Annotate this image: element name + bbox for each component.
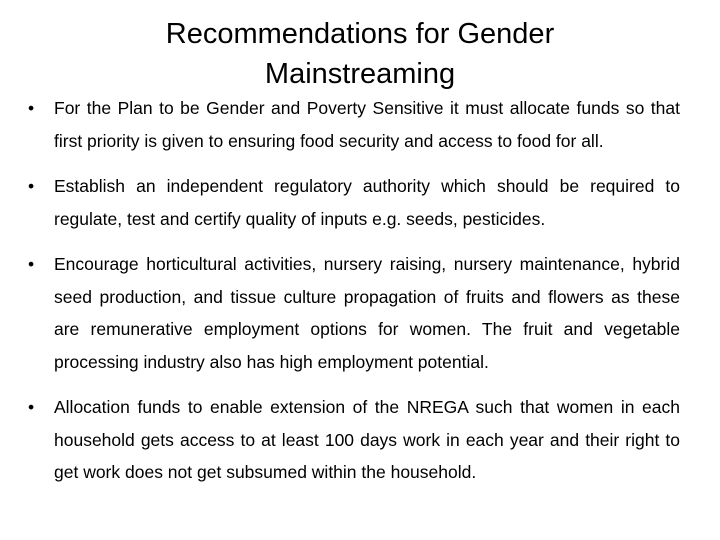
bullet-dot-icon: • xyxy=(28,397,35,417)
bullet-dot-icon: • xyxy=(28,98,35,118)
bullet-dot-icon: • xyxy=(28,176,35,196)
bullet-item xyxy=(28,92,680,157)
bullet-text: Allocation funds to enable extension of the NREGA such that women in each household gets access to at least 100 days work in each year and their right to get work does not get subsumed within the household. xyxy=(54,397,680,482)
bullet-text: Establish an independent regulatory authority which should be required to regulate, test and certify quality of inputs e.g. seeds, pesticides. xyxy=(54,176,680,229)
slide-title: Recommendations for Gender Mainstreaming xyxy=(165,18,555,90)
bullet-list xyxy=(28,92,680,502)
bullet-dot-icon: • xyxy=(28,254,35,274)
bullet-text: For the Plan to be Gender and Poverty Sensitive it must allocate funds so that first priority is given to ensuring food security and access to food for all. xyxy=(54,98,680,151)
bullet-item xyxy=(28,248,680,378)
bullet-text: Encourage horticultural activities, nursery raising, nursery maintenance, hybrid seed production, and tissue culture propagation of fruits and flowers as these are remunerative employment options for women. The fruit and vegetable processing industry also has high employment potential. xyxy=(54,254,680,372)
bullet-item xyxy=(28,391,680,489)
bullet-item xyxy=(28,170,680,235)
